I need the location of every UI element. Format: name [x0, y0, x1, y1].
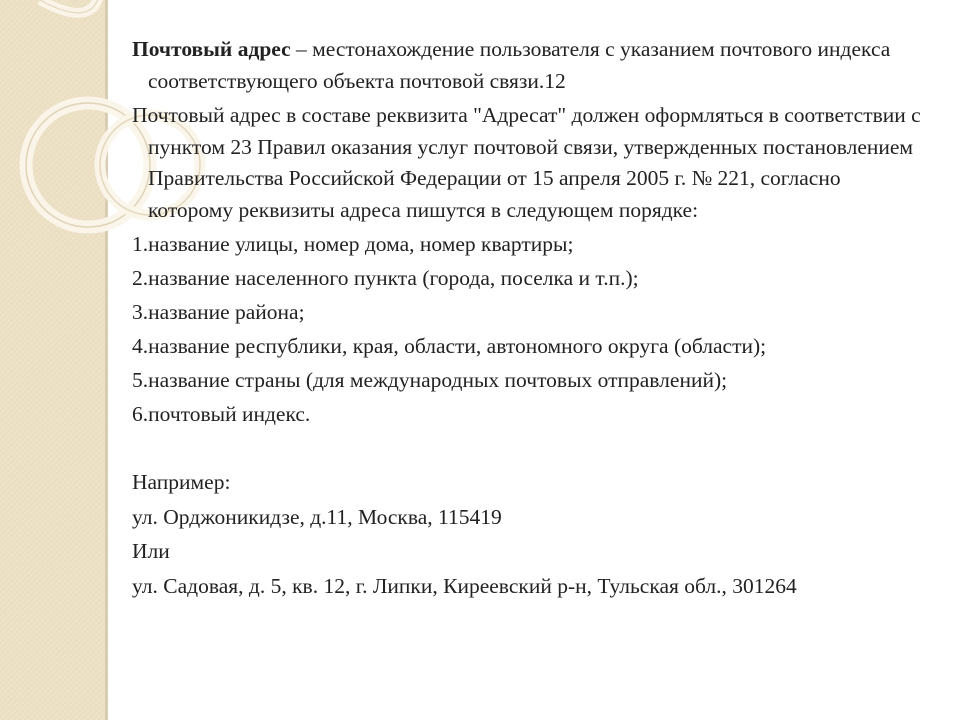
- example-address-1: ул. Орджоникидзе, д.11, Москва, 115419: [132, 504, 502, 529]
- example-address-2: ул. Садовая, д. 5, кв. 12, г. Липки, Киреевский р-н, Тульская обл., 301264: [132, 573, 797, 598]
- requisite-paragraph: Почтовый адрес в составе реквизита "Адресат" должен оформляться в соответствии с пунктом 23 Правил оказания услуг почтовой связи, утвержденных постановлением Правительства Российской Федерации от 15 апреля 2005 г. № 221, согласно которому реквизиты адреса пишутся в следующем порядке:: [132, 103, 921, 222]
- list-item: 4.название республики, края, области, автономного округа (области);: [132, 334, 767, 358]
- list-item: 6.почтовый индекс.: [132, 402, 311, 426]
- term-heading: Почтовый адрес: [132, 37, 291, 61]
- slide-content: [132, 34, 922, 605]
- example-or: Или: [132, 539, 170, 563]
- list-item: 5.название страны (для международных почтовых отправлений);: [132, 368, 728, 392]
- list-item: 3.название района;: [132, 300, 305, 324]
- top-arc: [40, 0, 100, 13]
- definition-paragraph: [132, 34, 922, 97]
- list-item: 1.название улицы, номер дома, номер квартиры;: [132, 232, 574, 256]
- spacer: [132, 433, 922, 467]
- definition-text: – местонахождение пользователя с указанием почтового индекса соответствующего объекта почтовой связи.12: [148, 37, 891, 93]
- list-item: 2.название населенного пункта (города, поселка и т.п.);: [132, 266, 639, 290]
- example-intro: Например:: [132, 470, 231, 494]
